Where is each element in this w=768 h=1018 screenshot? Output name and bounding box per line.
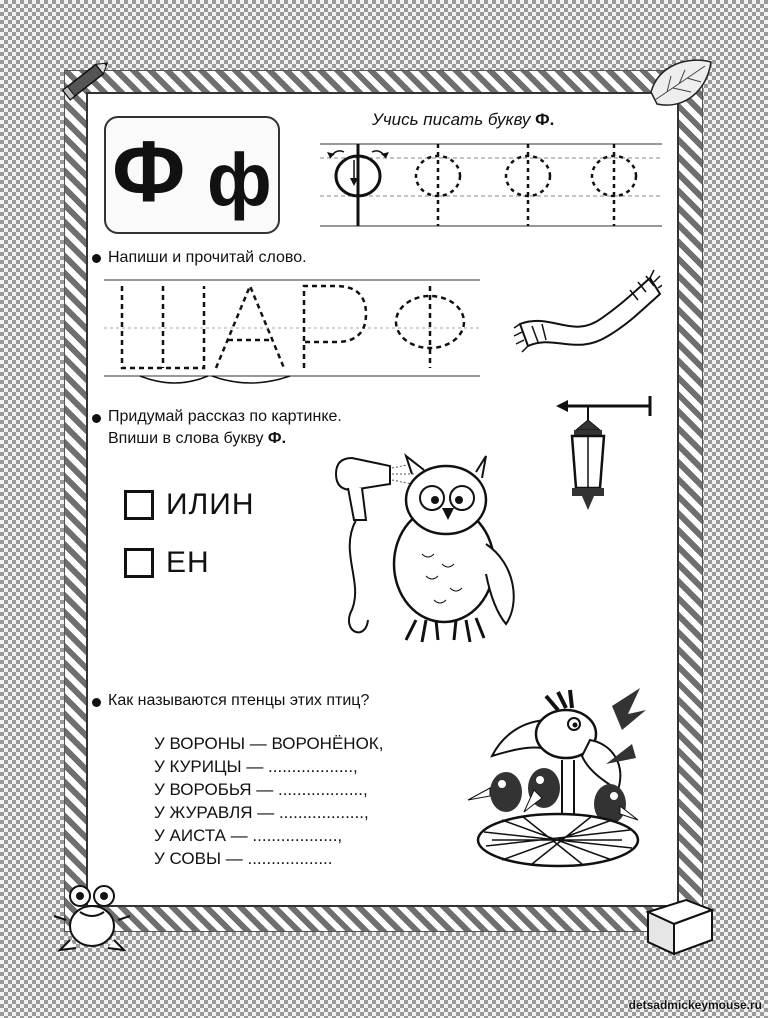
chick-line-hen[interactable]: У КУРИЦЫ — .................., — [154, 757, 358, 776]
missing-letter-box-1[interactable] — [124, 490, 154, 520]
bullet — [92, 698, 101, 707]
writing-instruction: Учись писать букву Ф. — [372, 110, 555, 129]
task3-instruction: Как называются птенцы этих птиц? — [108, 692, 370, 709]
chick-line-crow: У ВОРОНЫ — ВОРОНЁНОК, — [154, 734, 384, 753]
site-watermark: detsadmickeymouse.ru — [628, 998, 762, 1012]
word-en: ЕН — [166, 546, 210, 579]
task2-line1: Придумай рассказ по картинке. — [108, 408, 342, 425]
small-letter: ф — [207, 138, 272, 221]
frog-icon — [52, 876, 132, 956]
chick-line-owl[interactable]: У СОВЫ — .................. — [154, 849, 333, 868]
bullet — [92, 414, 101, 423]
dashed-word — [122, 286, 464, 368]
model-letter — [336, 144, 380, 226]
big-letter: Ф — [112, 124, 186, 220]
leaf-icon — [645, 52, 715, 114]
chick-line-stork[interactable]: У АИСТА — .................., — [154, 826, 343, 845]
word-ilin: ИЛИН — [166, 488, 255, 521]
syllable-arc — [140, 376, 208, 383]
bullet — [92, 254, 101, 263]
lantern-illustration — [552, 392, 664, 522]
missing-letter-box-2[interactable] — [124, 548, 154, 578]
letter-tracing-area[interactable] — [318, 136, 664, 230]
syllable-arc — [212, 376, 290, 383]
chick-line-crane[interactable]: У ЖУРАВЛЯ — .................., — [154, 803, 369, 822]
owl-illustration — [326, 444, 526, 654]
task1-instruction: Напиши и прочитай слово. — [108, 249, 307, 266]
scarf-illustration — [512, 262, 662, 362]
chick-line-sparrow[interactable]: У ВОРОБЬЯ — .................., — [154, 780, 368, 799]
word-tracing-area[interactable] — [100, 272, 484, 384]
cube-icon — [642, 892, 718, 956]
task2-line2: Впиши в слова букву Ф. — [108, 430, 287, 447]
crow-nest-illustration — [462, 680, 648, 876]
pencil-icon — [56, 56, 116, 106]
chicks-list — [154, 732, 383, 870]
